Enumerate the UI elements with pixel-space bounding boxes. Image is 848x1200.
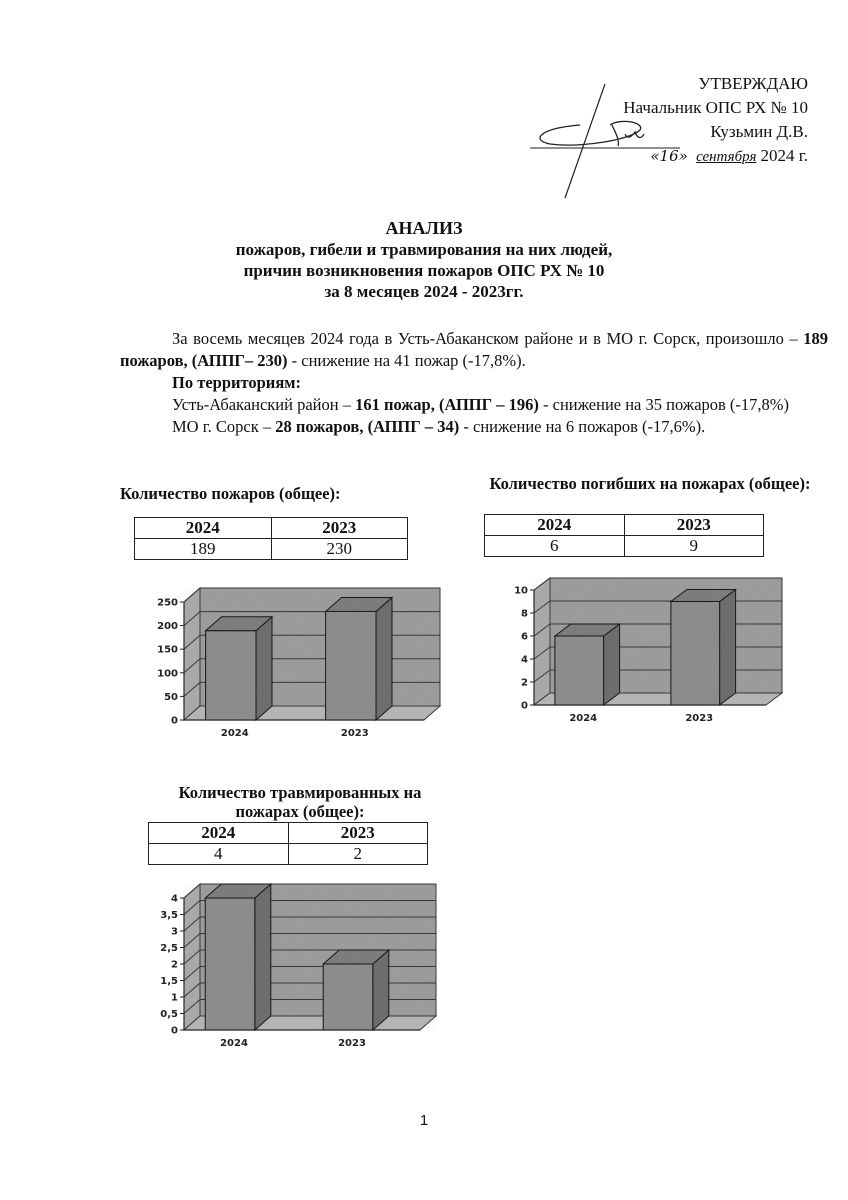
y-tick-label: 0 [171,1025,178,1037]
summary-p2-bold: 161 пожар, (АППГ – 196) [355,395,539,414]
y-tick-label: 3,5 [160,910,178,921]
table-row [485,536,764,557]
summary-p3-tail: - снижение на 6 пожаров (-17,6%). [459,417,706,436]
deaths-bar-chart [500,575,800,730]
fires-chart [140,580,450,755]
y-tick-label: 0 [171,715,178,727]
bar-side [720,590,736,706]
x-tick-label: 2023 [338,1038,366,1049]
table-header-cell: 2023 [288,823,428,844]
y-tick-label: 50 [164,691,178,703]
y-tick-label: 150 [157,644,178,656]
injuries-chart [140,882,450,1057]
table-row [135,539,408,560]
approval-title: УТВЕРЖДАЮ [698,74,808,93]
summary-p1-bold: 189 пожаров, (АППГ– 230) [120,329,828,370]
approval-block [548,72,808,169]
injuries-table [148,822,428,865]
fires-table [134,517,408,560]
bar-front [323,964,373,1030]
x-tick-label: 2023 [340,728,369,739]
table-header-row [485,515,764,536]
table-header-cell: 2024 [485,515,625,536]
approval-date [548,144,808,169]
summary-paragraph-3 [120,416,828,438]
x-tick-label: 2024 [220,1038,248,1049]
chart-side-wall [534,578,550,705]
y-tick-label: 6 [521,631,528,643]
y-tick-label: 100 [157,668,178,680]
bar-side [376,597,392,720]
y-tick-label: 200 [157,621,178,633]
document-title [0,218,848,302]
bar-2023 [323,950,389,1030]
table-header-cell: 2023 [624,515,764,536]
summary-p2-tail: - снижение на 35 пожаров (-17,8%) [538,395,790,414]
bar-front [326,611,376,720]
y-tick-label: 4 [171,893,178,905]
deaths-table [484,514,764,557]
y-tick-label: 8 [521,608,528,620]
y-tick-label: 0,5 [160,1009,178,1020]
table-cell: 4 [149,844,289,865]
y-tick-label: 0 [521,700,528,712]
table-header-row [149,823,428,844]
chart-side-wall [184,588,200,720]
bar-2024 [205,884,271,1030]
fires-bar-chart [140,580,450,750]
summary-text [120,328,828,438]
title-line-1: АНАЛИЗ [385,218,463,238]
table-header-row [135,518,408,539]
bar-front [671,602,720,706]
bar-2023 [326,597,392,720]
table-header-cell: 2024 [135,518,272,539]
bar-front [205,898,255,1030]
y-tick-label: 4 [521,654,528,666]
x-tick-label: 2023 [685,713,714,724]
x-tick-label: 2024 [220,728,249,739]
bar-front [206,631,256,720]
bar-side [255,884,271,1030]
section-injuries-heading: Количество травмированных на пожарах (общее): [178,783,422,821]
approval-date-month: сентября [696,149,757,165]
section-deaths-heading: Количество погибших на пожарах (общее): [489,474,811,493]
section-fires-heading: Количество пожаров (общее): [120,484,341,503]
title-line-3: причин возникновения пожаров ОПС РХ № 10 [243,261,605,280]
table-cell: 230 [271,539,408,560]
page-number: 1 [419,1112,429,1129]
approval-date-year: 2024 г. [760,146,808,165]
territories-label: По территориям: [172,373,301,392]
table-header-cell: 2024 [149,823,289,844]
title-line-2: пожаров, гибели и травмирования на них людей, [235,240,613,259]
summary-p1-text: За восемь месяцев 2024 года в Усть-Абаканском районе и в МО г. Сорск, произошло – [172,329,804,348]
bar-2024 [555,624,620,705]
summary-p3-text: МО г. Сорск – [172,417,276,436]
summary-p3-bold: 28 пожаров, (АППГ – 34) [275,417,460,436]
y-tick-label: 250 [157,597,178,609]
y-tick-label: 1 [171,992,178,1004]
y-tick-label: 1,5 [160,976,178,987]
bar-2024 [206,617,272,720]
summary-paragraph-2 [120,394,828,416]
summary-p1-tail: - снижение на 41 пожар (-17,8%). [287,351,526,370]
table-row [149,844,428,865]
table-cell: 2 [288,844,428,865]
approval-position: Начальник ОПС РХ № 10 [623,98,808,117]
table-cell: 9 [624,536,764,557]
bar-side [604,624,620,705]
y-tick-label: 3 [171,926,178,938]
table-header-cell: 2023 [271,518,408,539]
y-tick-label: 10 [514,585,528,597]
table-cell: 189 [135,539,272,560]
bar-front [555,636,604,705]
title-line-4: за 8 месяцев 2024 - 2023гг. [324,282,524,301]
deaths-chart [500,575,800,735]
y-tick-label: 2,5 [160,943,178,954]
y-tick-label: 2 [521,677,528,689]
x-tick-label: 2024 [569,713,598,724]
injuries-bar-chart [140,882,450,1052]
y-tick-label: 2 [171,959,178,971]
bar-side [256,617,272,720]
approval-name: Кузьмин Д.В. [710,122,808,141]
table-cell: 6 [485,536,625,557]
summary-paragraph-1 [120,328,828,372]
summary-p2-text: Усть-Абаканский район – [172,395,356,414]
bar-2023 [671,590,736,706]
approval-date-day: «16» [650,147,688,165]
